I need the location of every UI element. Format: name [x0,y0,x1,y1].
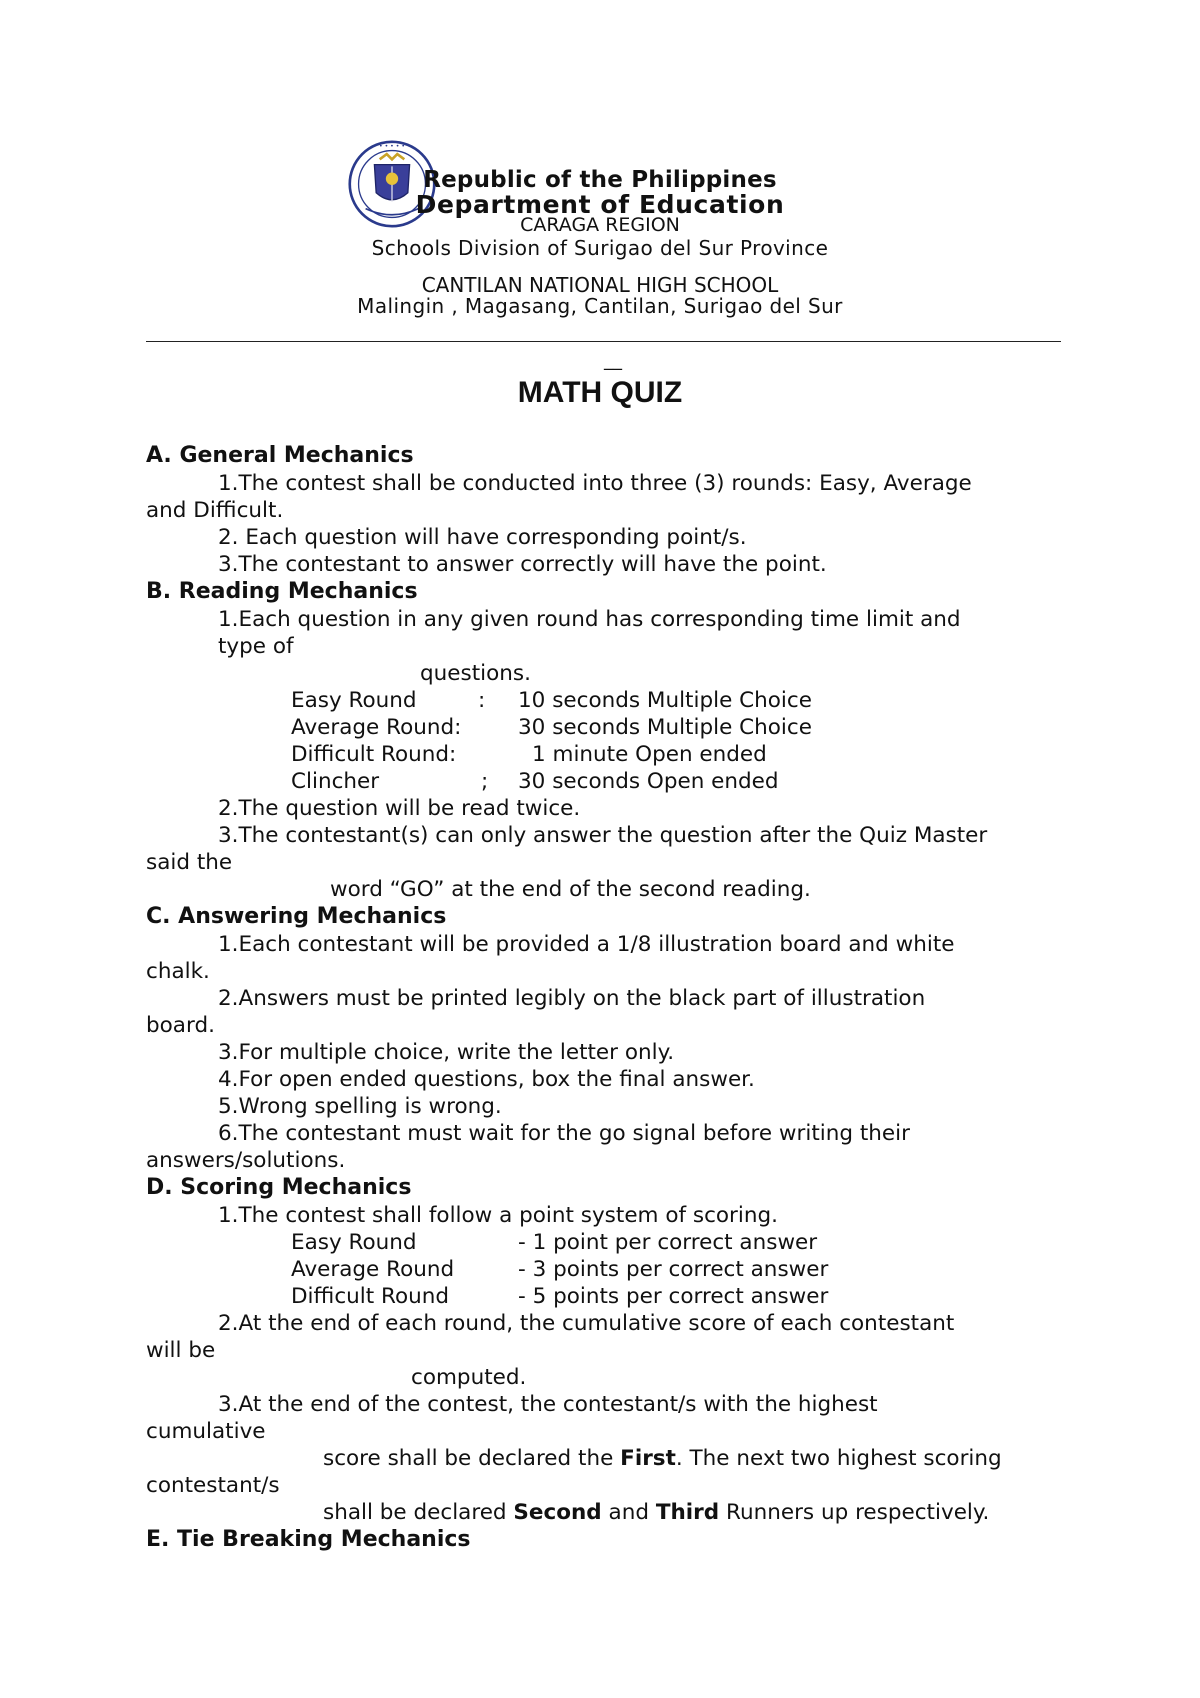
section-d-item-2-cont: will be [146,1338,216,1363]
round-name: Clincher [291,769,380,794]
section-a-heading: A. General Mechanics [146,443,414,468]
section-a-item-1-cont: and Difficult. [146,498,284,523]
bold-third: Third [655,1500,720,1525]
section-d-item-3-line [323,1445,1002,1472]
section-c-item-2: 2.Answers must be printed legibly on the black part of illustration [218,986,926,1011]
round-detail: 10 seconds Multiple Choice [518,688,812,713]
section-d-item-3-cont2: contestant/s [146,1473,280,1498]
round-detail: 1 minute Open ended [532,742,767,767]
section-b-heading: B. Reading Mechanics [146,579,418,604]
header-address: Malingin , Magasang, Cantilan, Surigao del Sur [357,294,843,318]
bold-second: Second [513,1500,602,1525]
section-b-item-2: 2.The question will be read twice. [218,796,581,821]
section-d-item-2: 2.At the end of each round, the cumulative score of each contestant [218,1311,955,1336]
text-run: and [601,1500,656,1525]
section-b-item-1: 1.Each question in any given round has corresponding time limit and [218,607,961,632]
section-d-item-3-cont: cumulative [146,1419,266,1444]
section-c-item-6-cont: answers/solutions. [146,1148,346,1173]
section-b-item-3-end: word “GO” at the end of the second reading. [330,877,811,902]
header-division: Schools Division of Surigao del Sur Province [371,236,829,260]
points-round-name: Easy Round [291,1230,417,1255]
section-c-item-4: 4.For open ended questions, box the final answer. [218,1067,755,1092]
bold-first: First [620,1446,676,1471]
section-a-item-3: 3.The contestant to answer correctly will have the point. [218,552,827,577]
header-school: CANTILAN NATIONAL HIGH SCHOOL [421,273,779,297]
header-region: CARAGA REGION [520,214,680,236]
round-separator: ; [481,769,489,794]
header-department: Department of Education [415,190,785,219]
points-detail: - 3 points per correct answer [518,1257,829,1282]
section-c-item-2-cont: board. [146,1013,215,1038]
section-c-item-1: 1.Each contestant will be provided a 1/8 illustration board and white [218,932,955,957]
seal-text: • • • • • [379,142,405,150]
section-c-item-1-cont: chalk. [146,959,210,984]
text-run: Runners up respectively. [719,1500,990,1525]
section-d-item-1: 1.The contest shall follow a point system of scoring. [218,1203,778,1228]
section-b-item-1-cont: type of [218,634,294,659]
section-c-item-6: 6.The contestant must wait for the go signal before writing their [218,1121,910,1146]
section-a-item-2: 2. Each question will have corresponding point/s. [218,525,747,550]
section-b-item-3: 3.The contestant(s) can only answer the question after the Quiz Master [218,823,988,848]
points-round-name: Average Round [291,1257,455,1282]
section-d-item-2-end: computed. [411,1365,527,1390]
header-divider [146,341,1061,342]
section-d-heading: D. Scoring Mechanics [146,1175,412,1200]
round-detail: 30 seconds Open ended [518,769,779,794]
underline-mark: __ [604,350,622,371]
section-b-item-3-cont: said the [146,850,233,875]
round-detail: 30 seconds Multiple Choice [518,715,812,740]
page-title: MATH QUIZ [517,376,683,409]
section-b-item-1-end: questions. [420,661,531,686]
points-detail: - 5 points per correct answer [518,1284,829,1309]
text-run: . The next two highest scoring [675,1446,1002,1471]
points-detail: - 1 point per correct answer [518,1230,818,1255]
section-a-item-1: 1.The contest shall be conducted into three (3) rounds: Easy, Average [218,471,972,496]
section-c-item-5: 5.Wrong spelling is wrong. [218,1094,502,1119]
text-run: score shall be declared the [323,1446,621,1471]
section-d-item-3-line2 [323,1499,989,1526]
round-name: Average Round: [291,715,462,740]
section-c-heading: C. Answering Mechanics [146,904,447,929]
section-c-item-3: 3.For multiple choice, write the letter only. [218,1040,675,1065]
section-d-item-3: 3.At the end of the contest, the contestant/s with the highest [218,1392,878,1417]
text-run: shall be declared [323,1500,514,1525]
header-republic: Republic of the Philippines [423,167,777,193]
round-separator: : [478,688,486,713]
round-name: Difficult Round: [291,742,457,767]
section-e-heading: E. Tie Breaking Mechanics [146,1527,471,1552]
points-round-name: Difficult Round [291,1284,450,1309]
round-name: Easy Round [291,688,417,713]
